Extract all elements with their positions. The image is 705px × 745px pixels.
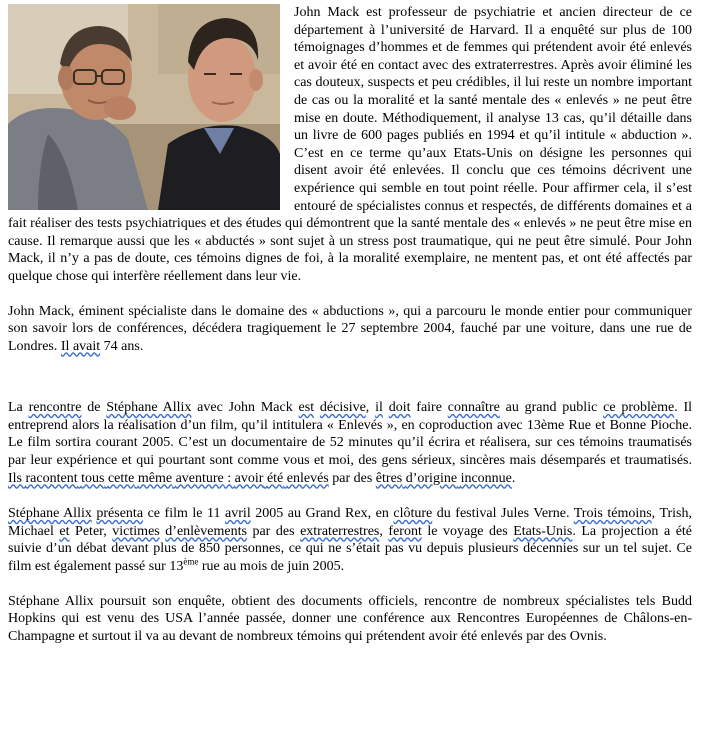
p4-seg: rue au mois de juin 2005. bbox=[198, 559, 345, 575]
p2-text: John Mack, éminent spécialiste dans le domaine des « abductions », qui a parcouru le monde entier pour communiquer son savoir lors de conférences, décédera tragiquement le 27 septembre 2004, fauché par une voiture, dans une rue de Londres. bbox=[8, 303, 692, 354]
p4-seg: , bbox=[379, 523, 389, 539]
paragraph-enquete: Stéphane Allix poursuit son enquête, obtient des documents officiels, rencontre de nombreux spécialistes tels Budd Hopkins qui est venu des USA l’année passée, donner une conférence aux Rencontres Européennes de Châlons-en-Champagne et surtout il va au devant de nombreux témoins qui prétendent avoir été enlevés par des Ovnis. bbox=[8, 593, 692, 644]
p3-seg: avoir bbox=[234, 470, 264, 486]
p3-seg: . bbox=[511, 470, 516, 486]
p2-end: 74 ans. bbox=[100, 338, 144, 354]
p3-seg: Stéphane Allix bbox=[106, 400, 192, 416]
p4-seg: feront bbox=[388, 523, 422, 539]
p3-seg: avec John Mack bbox=[191, 400, 299, 416]
p4-seg: présenta bbox=[96, 506, 144, 522]
p3-seg: décisive bbox=[319, 400, 366, 416]
p4-seg: Trois témoins bbox=[573, 506, 652, 522]
p2-tail: Il avait bbox=[60, 338, 101, 354]
p4-seg: par des bbox=[246, 523, 301, 539]
p4-seg: extraterrestres bbox=[300, 523, 380, 539]
p3-seg: tous bbox=[81, 470, 105, 486]
paragraph-john-mack-death bbox=[8, 303, 692, 356]
p3-seg: connaître bbox=[447, 400, 500, 416]
p4-seg: , Trish, Michael bbox=[8, 506, 693, 539]
p3-seg: d’origine bbox=[405, 470, 458, 486]
p3-seg: est bbox=[298, 400, 315, 416]
p3-seg: êtres bbox=[375, 470, 403, 486]
document-page bbox=[8, 4, 692, 645]
p3-seg: rencontre bbox=[28, 400, 82, 416]
p3-seg: aventure bbox=[175, 470, 224, 486]
p4-seg: d’enlèvements bbox=[165, 523, 247, 539]
p4-seg: ce film le 11 bbox=[143, 506, 226, 522]
p3-seg: , bbox=[365, 400, 376, 416]
p4-seg: du festival Jules Verne. bbox=[432, 506, 574, 522]
p4-seg: victimes bbox=[112, 523, 160, 539]
p3-seg: enlevés bbox=[286, 470, 329, 486]
paragraph-projection bbox=[8, 505, 692, 575]
photo-two-men-icon bbox=[8, 4, 280, 210]
p3-seg: même bbox=[137, 470, 173, 486]
p3-seg: La bbox=[8, 400, 29, 416]
p3-seg: Ils bbox=[8, 470, 22, 486]
p4-seg: Stéphane Allix bbox=[8, 506, 92, 522]
p4-seg: 2005 au Grand Rex, en bbox=[250, 506, 394, 522]
p4-seg: Peter, bbox=[69, 523, 113, 539]
p3-seg: cette bbox=[107, 470, 135, 486]
p4-seg: . La projection a été suivie d’un débat devant plus de 850 personnes, ce qui ne s’était pas vu depuis plusieurs décennies sur un tel sujet. Ce film est également passé sur 13 bbox=[8, 523, 693, 575]
p3-seg: de bbox=[81, 400, 107, 416]
p3-seg: ce problème bbox=[603, 400, 675, 416]
p4-seg: clôture bbox=[393, 506, 433, 522]
p4-seg: le voyage des bbox=[421, 523, 514, 539]
p4-seg: et bbox=[59, 523, 70, 539]
p3-seg: inconnue bbox=[460, 470, 512, 486]
paragraph-john-mack-intro: John Mack est professeur de psychiatrie et ancien directeur de ce département à l’université de Harvard. Il a enquêté sur plus de 100 témoignages d’hommes et de femmes qui prétendent avoir été enlevés et avoir été en contact avec des extraterrestres. Après avoir éliminé les cas douteux, suspects et peu crédibles, il lui reste un nombre important de cas ou la moralité et la santé mentale des « enlevés » ne peut être mise en doute. Méthodiquement, il analyse 13 cas, qu’il détaille dans un livre de 600 pages publiés en 1994 et qu’il intitule « abduction ». C’est en ce terme qu’aux Etats-Unis on désigne les personnes qui disent avoir été enlevées. Il conclu que ces témoins décrivent une expérience qui semble en tout point réelle. Pour affirmer cela, il s’est entouré de spécialistes connus et respectés, de différents domaines et a fait réaliser des tests psychiatriques et des études qui démontrent que la santé mentale des « enlevés » ne peut être mise en cause. Il remarque aussi que les « abductés » sont sujet à un stress post traumatique, qui ne peut être simulé. Pour John Mack, il n’y a pas de doute, ces témoins dignes de foi, à la moralité exemplaire, ne mentent pas, et ont été affectés par quelque chose qui interfère réellement dans leur vie. bbox=[8, 5, 692, 284]
p4-seg: Etats-Unis bbox=[513, 523, 573, 539]
p3-seg: il bbox=[375, 400, 383, 416]
p3-seg: doit bbox=[388, 400, 411, 416]
p3-seg: . Il entreprend alors la réalisation d’un film, qu’il intitulera « Enlevés », en coproduction avec 13ème Rue et Bonne Pioche. Le film sortira courant 2005. C’est un documentaire de 52 minutes qu’il écrira et réalisera, sur ces témoins traumatisés par leur expérience et qui pourtant sont comme vous et moi, des gens sérieux, sincères mais désemparés et traumatisés. bbox=[8, 400, 693, 469]
p3-seg: été bbox=[266, 470, 284, 486]
p3-seg: faire bbox=[410, 400, 448, 416]
p4-seg: avril bbox=[225, 506, 251, 522]
p3-seg: : bbox=[223, 470, 235, 486]
photo-image bbox=[8, 4, 280, 210]
p3-seg: racontent bbox=[25, 470, 78, 486]
p3-seg: au grand public bbox=[499, 400, 604, 416]
p3-seg: par des bbox=[328, 470, 376, 486]
paragraph-rencontre bbox=[8, 399, 692, 487]
p4-superscript: ème bbox=[183, 556, 199, 567]
